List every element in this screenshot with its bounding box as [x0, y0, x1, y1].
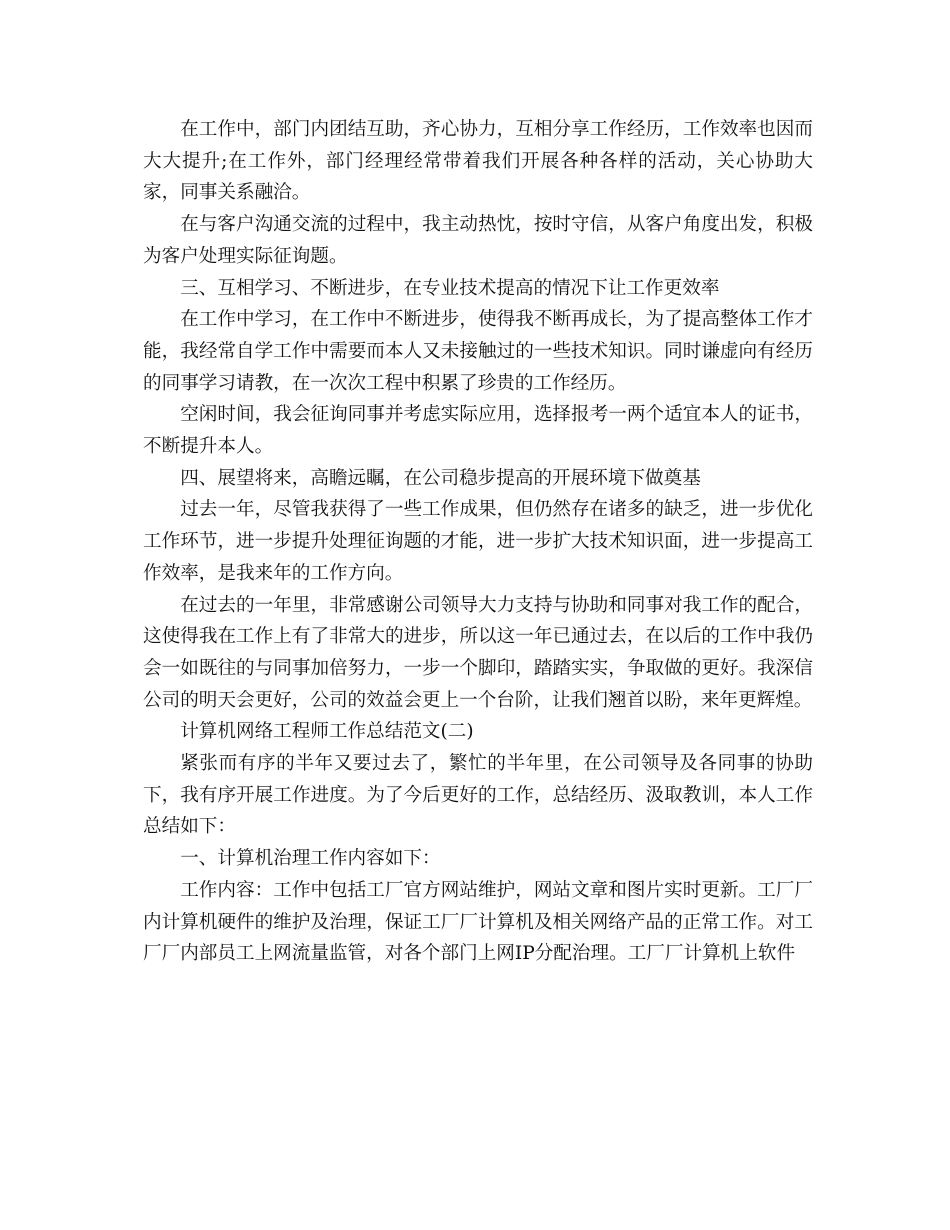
paragraph-learning: 在工作中学习，在工作中不断进步，使得我不断再成长，为了提高整体工作才能，我经常自学工作中需要而本人又未接触过的一些技术知识。同时谦虚向有经历的同事学习请教，在一次次工程中积累了珍贵的工作经历。 [143, 309, 813, 394]
paragraph-work-content: 工作内容：工作中包括工厂官方网站维护，网站文章和图片实时更新。工厂厂内计算机硬件的维护及治理，保证工厂厂计算机及相关网络产品的正常工作。对工厂厂内部员工上网流量监管，对各个部门上网IP分配治理。工厂厂计算机上软件 [143, 879, 813, 965]
paragraph-past-year: 过去一年，尽管我获得了一些工作成果，但仍然存在诸多的缺乏，进一步优化工作环节，进一步提升处理征询题的才能，进一步扩大技术知识面，进一步提高工作效率，是我来年的工作方向。 [143, 499, 813, 584]
paragraph-customer-service: 在与客户沟通交流的过程中，我主动热忱，按时守信，从客户角度出发，积极为客户处理实际征询题。 [143, 214, 813, 267]
paragraph-half-year: 紧张而有序的半年又要过去了，繁忙的半年里，在公司领导及各同事的协助下，我有序开展工作进度。为了今后更好的工作，总结经历、汲取教训，本人工作总结如下： [143, 753, 813, 838]
paragraph-spare-time: 空闲时间，我会征询同事并考虑实际应用，选择报考一两个适宜本人的证书，不断提升本人。 [143, 404, 813, 458]
article-title-2: 计算机网络工程师工作总结范文(二) [180, 721, 474, 743]
section-heading-3: 三、互相学习、不断进步，在专业技术提高的情况下让工作更效率 [180, 277, 720, 299]
section-heading-1: 一、计算机治理工作内容如下： [180, 848, 441, 870]
document-body [143, 114, 813, 970]
paragraph-teamwork: 在工作中，部门内团结互助，齐心协力，互相分享工作经历，工作效率也因而大大提升;在工作外，部门经理经常带着我们开展各种各样的活动，关心协助大家，同事关系融洽。 [143, 119, 813, 204]
paragraph-thanks: 在过去的一年里，非常感谢公司领导大力支持与协助和同事对我工作的配合，这使得我在工作上有了非常大的进步，所以这一年已通过去，在以后的工作中我仍会一如既往的与同事加倍努力，一步一个脚印，踏踏实实，争取做的更好。我深信公司的明天会更好，公司的效益会更上一个台阶，让我们翘首以盼，来年更辉煌。 [143, 594, 813, 711]
section-heading-4: 四、展望将来，高瞻远瞩，在公司稳步提高的开展环境下做奠基 [180, 467, 701, 489]
